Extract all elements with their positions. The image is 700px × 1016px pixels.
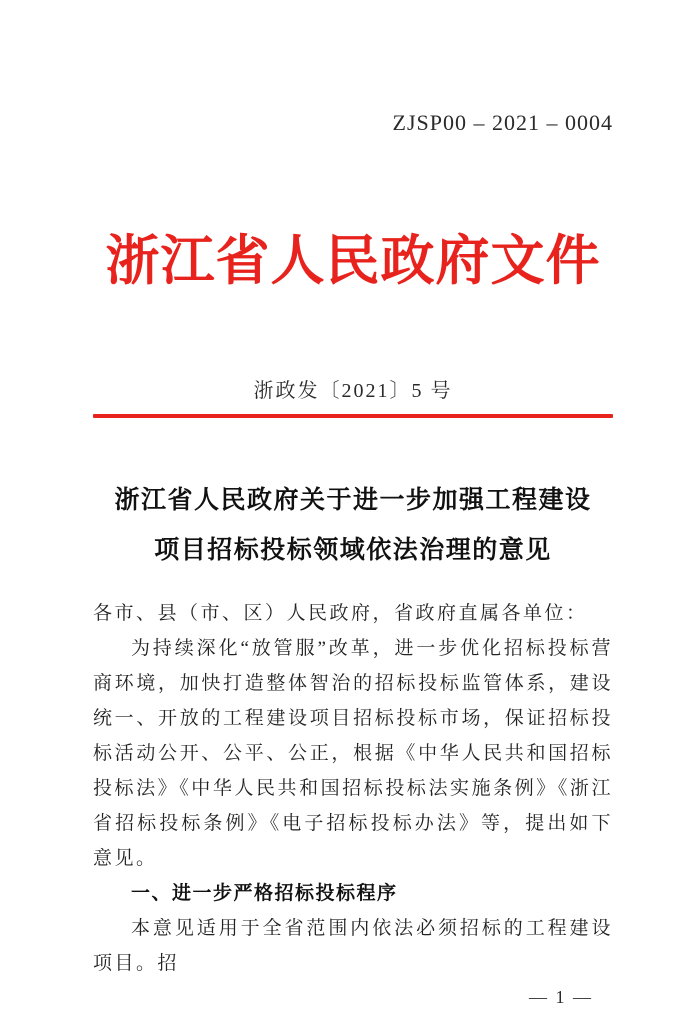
masthead-title: 浙江省人民政府文件: [105, 231, 601, 291]
section-1-heading: 一、进一步严格招标投标程序: [131, 883, 398, 904]
opening-paragraph: 为持续深化“放管服”改革，进一步优化招标投标营商环境，加快打造整体智治的招标投标监管体系，建设统一、开放的工程建设项目招标投标市场，保证招标投标活动公开、公平、公正，根据《中华人民共和国招标投标法》《中华人民共和国招标投标法实施条例》《浙江省招标投标条例》《电子招标投标办法》等，提出如下意见。: [93, 638, 613, 869]
document-body: [93, 596, 613, 981]
classification-code: ZJSP00 – 2021 – 0004: [392, 110, 613, 135]
document-title-line-2: 项目招标投标领域依法治理的意见: [154, 537, 552, 564]
issue-number: 浙政发〔2021〕5 号: [253, 380, 453, 402]
red-divider-rule: [93, 414, 613, 418]
page-number: — 1 —: [529, 987, 593, 1007]
document-title-line-1: 浙江省人民政府关于进一步加强工程建设: [114, 487, 592, 514]
salutation-line: 各市、县（市、区）人民政府，省政府直属各单位：: [93, 603, 588, 624]
document-title: [93, 476, 613, 576]
section-1-paragraph: 本意见适用于全省范围内依法必须招标的工程建设项目。招: [93, 918, 613, 974]
